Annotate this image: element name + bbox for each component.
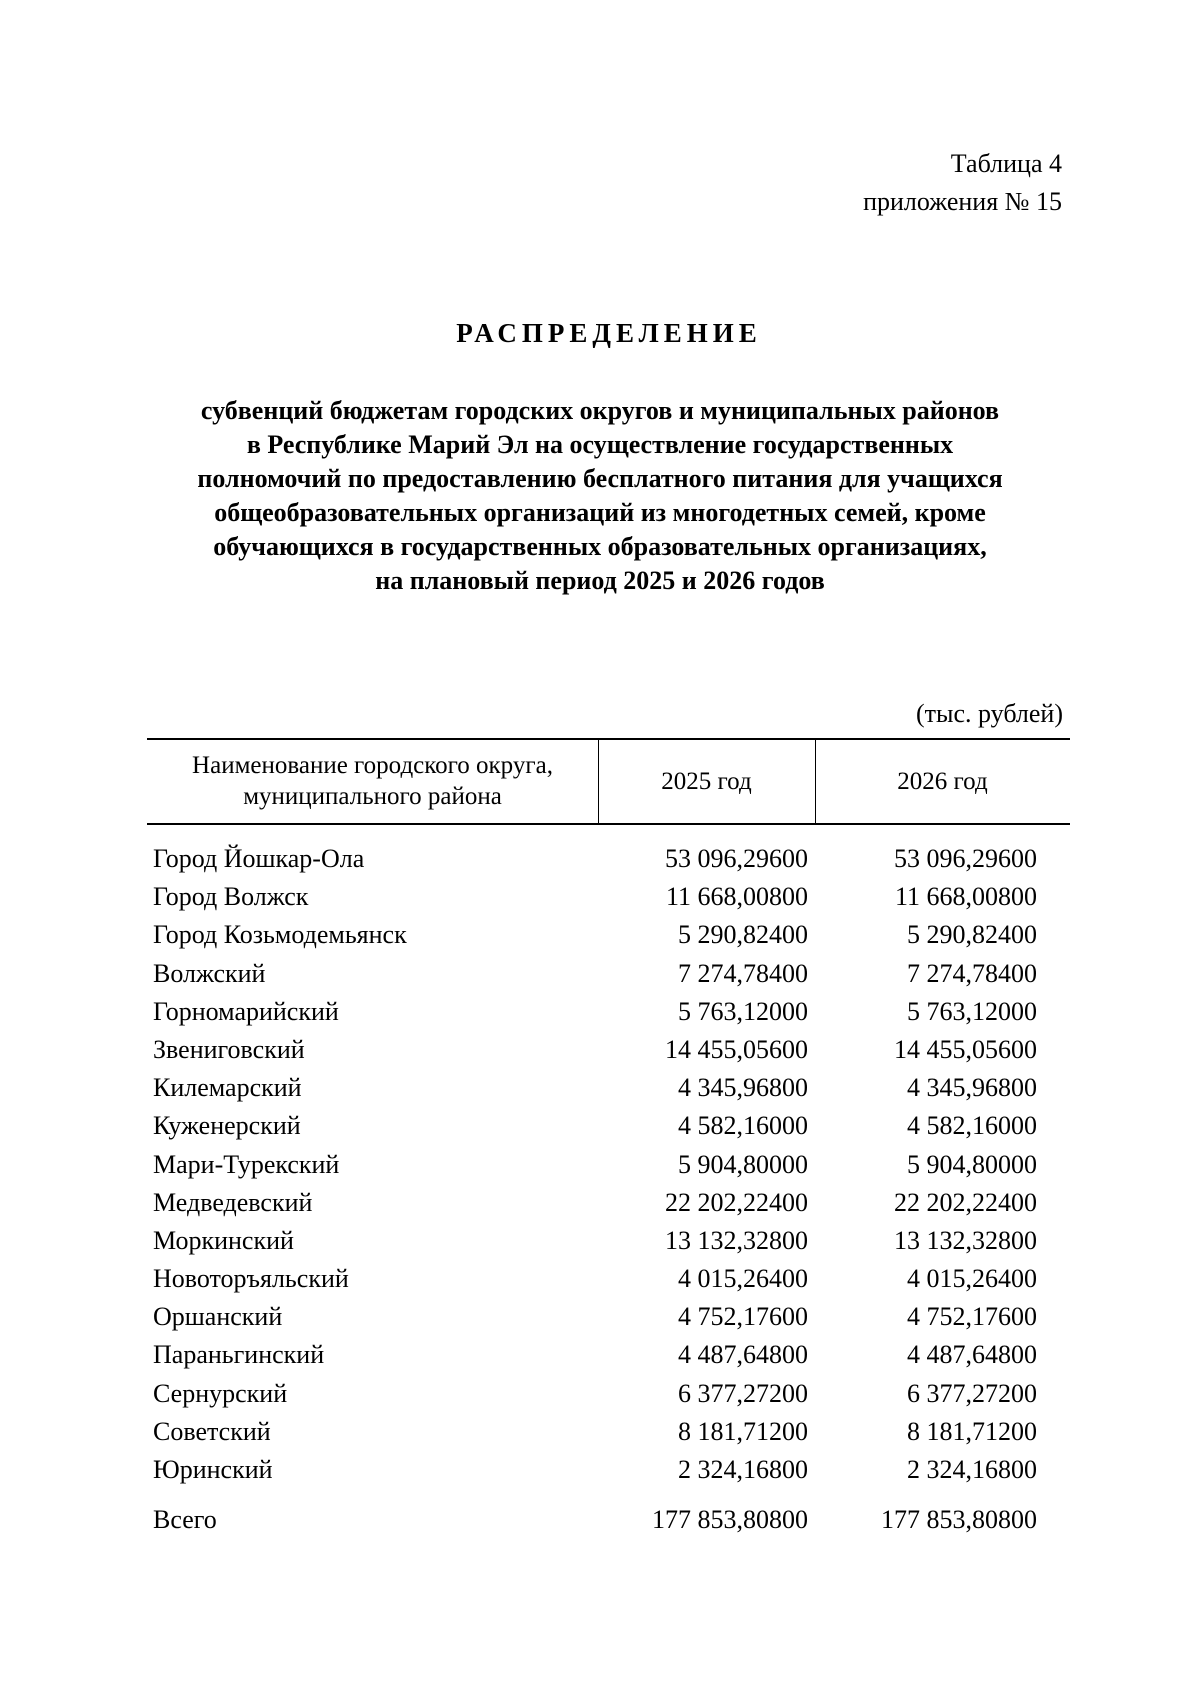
total-2026: 177 853,80800 [881,1505,1037,1535]
table-row [147,1260,1070,1298]
value-2025: 4 345,96800 [678,1073,808,1103]
value-2025: 5 904,80000 [678,1149,808,1179]
district-name: Сернурский [153,1378,288,1408]
district-name: Юринский [153,1455,273,1484]
table-row [147,1184,1070,1222]
value-2025: 13 132,32800 [665,1225,808,1255]
value-2025: 22 202,22400 [665,1187,808,1217]
table-row [147,1031,1070,1069]
table-row [147,1413,1070,1451]
value-2025: 4 487,64800 [678,1340,808,1370]
value-2025: 2 324,16800 [678,1455,808,1484]
value-2026: 5 904,80000 [907,1149,1037,1179]
total-2025: 177 853,80800 [652,1505,808,1535]
value-2026: 11 668,00800 [894,882,1037,912]
value-2025: 14 455,05600 [665,1034,808,1064]
value-2025: 5 290,82400 [678,920,808,950]
table-body [147,840,1070,1539]
value-2026: 22 202,22400 [894,1187,1037,1217]
value-2026: 8 181,71200 [907,1416,1037,1446]
header-name-line1: Наименование городского округа, [192,752,553,779]
total-label: Всего [153,1505,217,1535]
subtitle-line: обучающихся в государственных образовательных организациях, [213,532,987,561]
units-label: (тыс. рублей) [915,699,1063,728]
table-row [147,1451,1070,1489]
district-name: Город Йошкар-Ола [153,844,365,873]
district-name: Советский [153,1416,271,1446]
district-name: Моркинский [153,1225,294,1255]
district-name: Звениговский [153,1034,305,1064]
value-2025: 4 752,17600 [678,1302,808,1332]
district-name: Горномарийский [153,996,339,1026]
value-2026: 5 763,12000 [907,996,1037,1026]
header-year-2026: 2026 год [897,767,988,795]
table-number: Таблица 4 [950,149,1062,178]
value-2026: 4 752,17600 [907,1302,1037,1332]
value-2025: 4 015,26400 [678,1264,808,1294]
district-name: Куженерский [153,1111,301,1141]
value-2025: 4 582,16000 [678,1111,808,1141]
table-row [147,1107,1070,1145]
value-2025: 8 181,71200 [678,1416,808,1446]
header-year-2025: 2025 год [661,767,752,795]
district-name: Новоторъяльский [153,1264,349,1294]
district-name: Медведевский [153,1187,313,1217]
subtitle-line: в Республике Марий Эл на осуществление государственных [246,430,954,459]
document-subtitle [120,394,1080,598]
value-2025: 11 668,00800 [665,882,808,912]
district-name: Город Волжск [153,882,309,912]
district-name: Волжский [153,958,266,988]
value-2026: 4 582,16000 [907,1111,1037,1141]
district-name: Параньгинский [153,1340,325,1370]
header-name [147,738,598,824]
value-2025: 7 274,78400 [678,958,808,988]
table-row [147,1298,1070,1336]
value-2025: 6 377,27200 [678,1378,808,1408]
value-2026: 7 274,78400 [907,958,1037,988]
table-row [147,840,1070,878]
table-row [147,1336,1070,1374]
subtitle-line: общеобразовательных организаций из многодетных семей, кроме [214,498,986,527]
value-2026: 2 324,16800 [907,1455,1037,1484]
table-row [147,1222,1070,1260]
subtitle-line: на плановый период 2025 и 2026 годов [375,566,825,595]
total-row [147,1501,1070,1539]
district-name: Оршанский [153,1302,283,1332]
document-heading: РАСПРЕДЕЛЕНИЕ [456,318,762,348]
value-2026: 53 096,29600 [894,844,1037,873]
value-2026: 4 487,64800 [907,1340,1037,1370]
value-2026: 4 015,26400 [907,1264,1037,1294]
table-row [147,1069,1070,1107]
value-2026: 4 345,96800 [907,1073,1037,1103]
table-row [147,1375,1070,1413]
district-name: Мари-Турекский [153,1149,340,1179]
value-2026: 6 377,27200 [907,1378,1037,1408]
district-name: Килемарский [153,1073,302,1103]
appendix-reference: приложения № 15 [863,187,1062,216]
value-2025: 5 763,12000 [678,996,808,1026]
table-row [147,993,1070,1031]
header-name-line2: муниципального района [243,783,502,810]
table-row [147,1146,1070,1184]
table-row [147,955,1070,993]
table-row [147,916,1070,954]
table-row [147,878,1070,916]
subtitle-line: субвенций бюджетам городских округов и муниципальных районов [200,396,1000,425]
district-name: Город Козьмодемьянск [153,920,407,950]
value-2026: 5 290,82400 [907,920,1037,950]
subtitle-line: полномочий по предоставлению бесплатного питания для учащихся [197,464,1003,493]
value-2026: 14 455,05600 [894,1034,1037,1064]
value-2025: 53 096,29600 [665,844,808,873]
value-2026: 13 132,32800 [894,1225,1037,1255]
